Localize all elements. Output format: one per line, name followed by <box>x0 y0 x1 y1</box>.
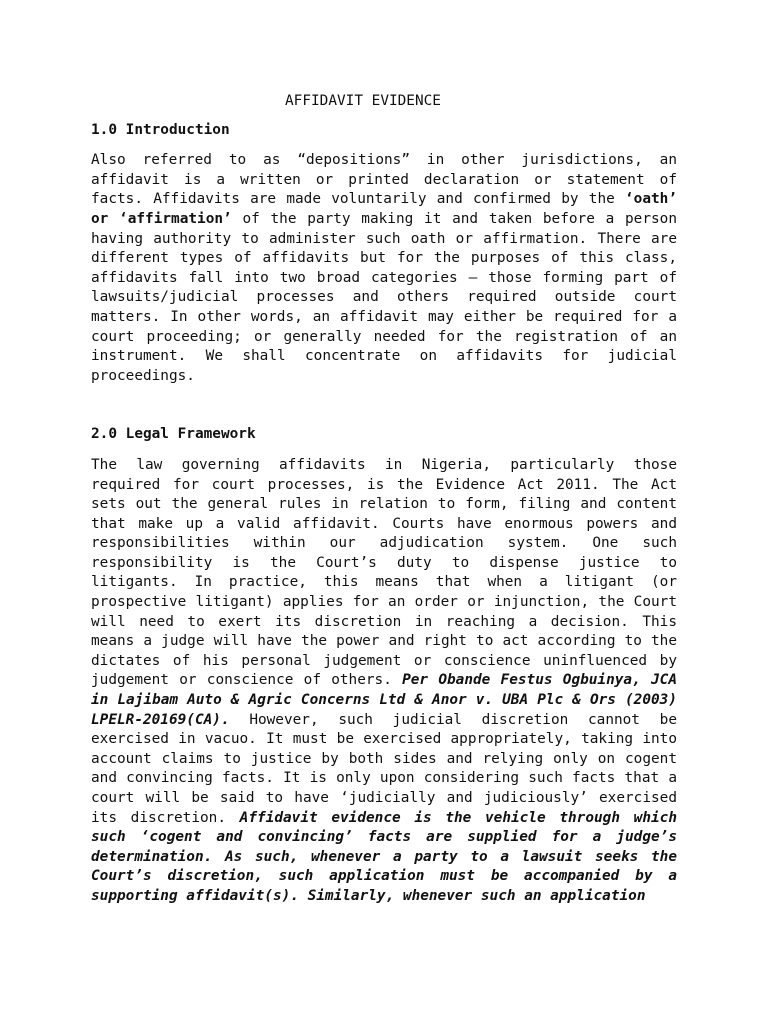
affidavit-evidence-emphasis: Affidavit evidence is the vehicle through which such ‘cogent and convincing’ facts are supplied for a judge’s determination. As such, whenever a party to a lawsuit seeks the Court’s discretion, such application must be accompanied by a supporting affidavit(s). Similarly, whenever such an application <box>91 809 678 904</box>
oath-affirmation-emphasis: ‘oath’ or ‘affirmation’ <box>91 191 677 227</box>
section-spacer <box>91 386 677 425</box>
legal-framework-text-middle: However, such judicial discretion cannot be exercised in vacuo. It must be exercised appropriately, taking into account claims to justice by both sides and relying only on cogent and convincing facts. It is only upon considering such facts that a court will be said to have ‘judicially and judiciously’ exercised its discretion. <box>91 711 677 826</box>
introduction-text-start: Also referred to as “depositions” in other jurisdictions, an affidavit is a written or printed declaration or statement of facts. Affidavits are made voluntarily and confirmed by the <box>91 152 677 208</box>
document-title: AFFIDAVIT EVIDENCE <box>285 93 441 109</box>
legal-framework-text-start: The law governing affidavits in Nigeria, particularly those required for court processes, is the Evidence Act 2011. The Act sets out the general rules in relation to form, filing and content that make up a valid affidavit. Courts have enormous powers and responsibilities within our adjudication system. One such responsibility is the Court’s duty to dispense justice to litigants. In practice, this means that when a litigant (or prospective litigant) applies for an order or injunction, the Court will need to exert its discretion in reaching a decision. This means a judge will have the power and right to act according to the dictates of his personal judgement or conscience uninfluenced by judgement or conscience of others. <box>91 456 677 689</box>
section-heading-introduction: 1.0 Introduction <box>91 121 230 138</box>
introduction-text-end: of the party making it and taken before a person having authority to administer such oath or affirmation. There are different types of affidavits but for the purposes of this class, affidavits fall into two broad categories – those forming part of lawsuits/judicial processes and others required outside court matters. In other words, an affidavit may either be required for a court proceeding; or generally needed for the registration of an instrument. We shall concentrate on affidavits for judicial proceedings. <box>91 210 678 384</box>
case-citation: Per Obande Festus Ogbuinya, JCA in Lajibam Auto & Agric Concerns Ltd & Anor v. UBA Plc & Ors (2003) LPELR-20169(CA). <box>91 672 677 728</box>
legal-framework-paragraph <box>91 456 677 907</box>
document-page <box>91 92 677 907</box>
introduction-paragraph <box>91 151 677 386</box>
section-heading-legal-framework: 2.0 Legal Framework <box>91 426 256 443</box>
